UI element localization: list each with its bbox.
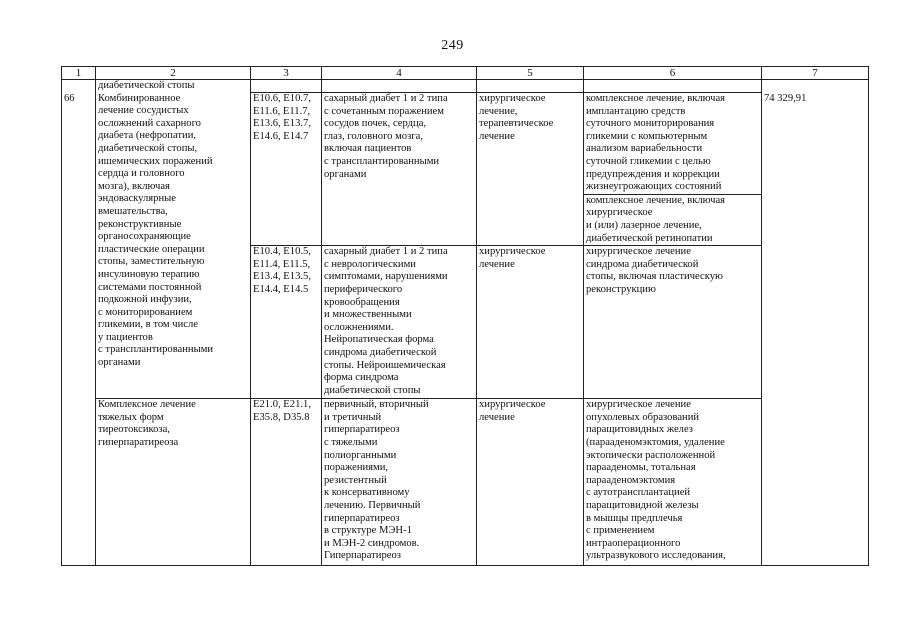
- row-66-price: 74 329,91: [762, 93, 869, 566]
- header-col-1: 1: [62, 67, 96, 80]
- row-66-type-2: хирургическое лечение: [477, 246, 584, 399]
- row-66-model-1: сахарный диабет 1 и 2 типа с сочетанным поражением сосудов почек, сердца, глаз, головного мозга, включая пациентов с трансплантированными органами: [322, 93, 477, 246]
- header-col-2: 2: [96, 67, 251, 80]
- row-66-method-1b: комплексное лечение, включая хирургическое и (или) лазерное лечение, диабетической ретинопатии: [584, 194, 762, 245]
- row-66-type-1: хирургическое лечение, терапевтическое лечение: [477, 93, 584, 246]
- header-col-3: 3: [251, 67, 322, 80]
- row-66-codes-2: E10.4, E10.5, E11.4, E11.5, E13.4, E13.5, E14.4, E14.5: [251, 246, 322, 399]
- row-67-model: первичный, вторичный и третичный гиперпаратиреоз с тяжелыми полиорганными поражениями, резистентный к консервативному лечению. Первичный гиперпаратиреоз в структуре МЭН-1 и МЭН-2 синдромов. Гиперпаратиреоз: [322, 399, 477, 566]
- row-66-name: Комбинированное лечение сосудистых осложнений сахарного диабета (нефропатии, диабетической стопы, ишемических поражений сердца и головного мозга), включая эндоваскулярные вмешательства, реконструктивные органосохраняющие пластические операции стопы, заместительную инсулиновую терапию системами постоянной подкожной инфузии, с мониторированием гликемии, в том числе у пациентов с трансплантированными органами: [96, 93, 251, 399]
- row-66-model-2: сахарный диабет 1 и 2 типа с неврологическими симптомами, нарушениями периферического кровообращения и множественными осложнениями. Нейропатическая форма синдрома диабетической стопы. Нейроишемическая форма синдрома диабетической стопы: [322, 246, 477, 399]
- continuation-row: [62, 80, 869, 93]
- row-67-name: Комплексное лечение тяжелых форм тиреотоксикоза, гиперпаратиреоза: [96, 399, 251, 566]
- row-67-method: хирургическое лечение опухолевых образований паращитовидных желез (парааденомэктомия, удаление эктопически расположенной парааденомы, тотальная парааденомэктомия с аутотрансплантацией паращитовидной железы в мышцы предплечья с применением интраоперационного ультразвукового исследования,: [584, 399, 762, 566]
- row-66-sub-1a: [62, 93, 869, 195]
- header-col-4: 4: [322, 67, 477, 80]
- row-66-codes-1: E10.6, E10.7, E11.6, E11.7, E13.6, E13.7, E14.6, E14.7: [251, 93, 322, 246]
- row-67-codes: E21.0, E21.1, E35.8, D35.8: [251, 399, 322, 566]
- header-row: [62, 67, 869, 80]
- header-col-7: 7: [762, 67, 869, 80]
- medical-care-table: [61, 66, 869, 566]
- row-67-type: хирургическое лечение: [477, 399, 584, 566]
- row-67: [62, 399, 869, 566]
- header-col-6: 6: [584, 67, 762, 80]
- row-66-method-1a: комплексное лечение, включая имплантацию средств суточного мониторирования гликемии с компьютерным анализом вариабельности суточной гликемии с целью предупреждения и коррекции жизнеугрожающих состояний: [584, 93, 762, 195]
- page-number: 249: [441, 38, 464, 53]
- continuation-name-tail: диабетической стопы: [96, 80, 251, 93]
- row-66-method-2: хирургическое лечение синдрома диабетической стопы, включая пластическую реконструкцию: [584, 246, 762, 399]
- header-col-5: 5: [477, 67, 584, 80]
- row-66-number: 66: [62, 93, 96, 566]
